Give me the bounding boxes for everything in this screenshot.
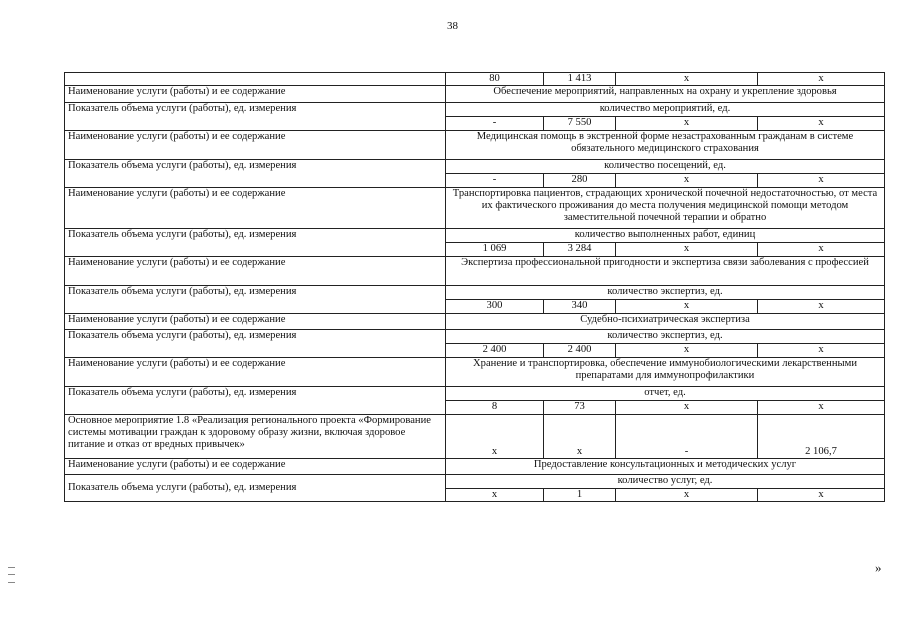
value-cell: х bbox=[616, 243, 758, 257]
service-name-label: Наименование услуги (работы) и ее содержание bbox=[65, 86, 446, 103]
service-name-label: Наименование услуги (работы) и ее содержание bbox=[65, 257, 446, 286]
service-name-label: Наименование услуги (работы) и ее содержание bbox=[65, 459, 446, 475]
value-cell: 2 106,7 bbox=[758, 415, 885, 459]
volume-indicator-label: Показатель объема услуги (работы), ед. измерения bbox=[65, 387, 446, 415]
value-cell: х bbox=[758, 401, 885, 415]
page-number: 38 bbox=[447, 20, 458, 32]
value-cell: х bbox=[616, 489, 758, 502]
value-cell: 340 bbox=[544, 300, 616, 314]
service-row bbox=[65, 257, 885, 286]
value-cell: 1 069 bbox=[446, 243, 544, 257]
value-cell: 8 bbox=[446, 401, 544, 415]
value-cell: - bbox=[616, 415, 758, 459]
volume-indicator-row bbox=[65, 330, 885, 344]
volume-indicator-row bbox=[65, 103, 885, 117]
margin-scan-mark bbox=[8, 567, 15, 583]
value-cell: х bbox=[758, 117, 885, 131]
unit-description: количество мероприятий, ед. bbox=[446, 103, 885, 117]
service-description: Медицинская помощь в экстренной форме незастрахованным гражданам в системе обязательного медицинского страхования bbox=[446, 131, 885, 160]
empty-label-cell bbox=[65, 73, 446, 86]
value-cell: х bbox=[616, 344, 758, 358]
value-cell: х bbox=[544, 415, 616, 459]
service-description: Экспертиза профессиональной пригодности и экспертиза связи заболевания с профессией bbox=[446, 257, 885, 286]
value-cell: х bbox=[758, 243, 885, 257]
service-row bbox=[65, 131, 885, 160]
service-description: Обеспечение мероприятий, направленных на охрану и укрепление здоровья bbox=[446, 86, 885, 103]
value-cell: х bbox=[758, 344, 885, 358]
value-cell: х bbox=[446, 415, 544, 459]
volume-indicator-row bbox=[65, 229, 885, 243]
value-cell: 2 400 bbox=[544, 344, 616, 358]
value-cell: 3 284 bbox=[544, 243, 616, 257]
value-cell: х bbox=[758, 174, 885, 188]
service-name-label: Наименование услуги (работы) и ее содержание bbox=[65, 188, 446, 229]
value-cell: - bbox=[446, 117, 544, 131]
value-cell: х bbox=[446, 489, 544, 502]
volume-indicator-label: Показатель объема услуги (работы), ед. измерения bbox=[65, 160, 446, 188]
service-row bbox=[65, 86, 885, 103]
value-cell: 80 bbox=[446, 73, 544, 86]
value-cell: х bbox=[758, 489, 885, 502]
value-cell: 1 bbox=[544, 489, 616, 502]
value-cell: 7 550 bbox=[544, 117, 616, 131]
volume-indicator-row bbox=[65, 160, 885, 174]
service-description: Судебно-психиатрическая экспертиза bbox=[446, 314, 885, 330]
value-cell: 73 bbox=[544, 401, 616, 415]
value-cell: х bbox=[616, 73, 758, 86]
service-row bbox=[65, 358, 885, 387]
volume-indicator-label: Показатель объема услуги (работы), ед. измерения bbox=[65, 286, 446, 314]
unit-description: количество выполненных работ, единиц bbox=[446, 229, 885, 243]
value-cell: 2 400 bbox=[446, 344, 544, 358]
volume-indicator-label: Показатель объема услуги (работы), ед. измерения bbox=[65, 229, 446, 257]
volume-indicator-row bbox=[65, 475, 885, 489]
value-cell: х bbox=[758, 73, 885, 86]
unit-description: количество экспертиз, ед. bbox=[446, 330, 885, 344]
unit-description: количество экспертиз, ед. bbox=[446, 286, 885, 300]
unit-description: отчет, ед. bbox=[446, 387, 885, 401]
value-cell: 280 bbox=[544, 174, 616, 188]
values-row bbox=[65, 73, 885, 86]
service-row bbox=[65, 188, 885, 229]
service-description: Предоставление консультационных и методических услуг bbox=[446, 459, 885, 475]
service-description: Транспортировка пациентов, страдающих хронической почечной недостаточностью, от места их фактического проживания до места получения медицинской помощи методом заместительной почечной терапии и обратно bbox=[446, 188, 885, 229]
value-cell: 300 bbox=[446, 300, 544, 314]
main-measure-row bbox=[65, 415, 885, 459]
closing-quote: » bbox=[875, 560, 882, 575]
volume-indicator-row bbox=[65, 286, 885, 300]
unit-description: количество услуг, ед. bbox=[446, 475, 885, 489]
service-name-label: Наименование услуги (работы) и ее содержание bbox=[65, 314, 446, 330]
value-cell: - bbox=[446, 174, 544, 188]
volume-indicator-label: Показатель объема услуги (работы), ед. измерения bbox=[65, 103, 446, 131]
volume-indicator-row bbox=[65, 387, 885, 401]
value-cell: х bbox=[616, 300, 758, 314]
value-cell: 1 413 bbox=[544, 73, 616, 86]
service-name-label: Наименование услуги (работы) и ее содержание bbox=[65, 131, 446, 160]
value-cell: х bbox=[758, 300, 885, 314]
service-row bbox=[65, 459, 885, 475]
service-description: Хранение и транспортировка, обеспечение иммунобиологическими лекарственными препаратами для иммунопрофилактики bbox=[446, 358, 885, 387]
main-measure-label: Основное мероприятие 1.8 «Реализация регионального проекта «Формирование системы мотивации граждан к здоровому образу жизни, включая здоровое питание и отказ от вредных привычек» bbox=[65, 415, 446, 459]
service-row bbox=[65, 314, 885, 330]
service-name-label: Наименование услуги (работы) и ее содержание bbox=[65, 358, 446, 387]
value-cell: х bbox=[616, 117, 758, 131]
value-cell: х bbox=[616, 174, 758, 188]
unit-description: количество посещений, ед. bbox=[446, 160, 885, 174]
value-cell: х bbox=[616, 401, 758, 415]
volume-indicator-label: Показатель объема услуги (работы), ед. измерения bbox=[65, 330, 446, 358]
services-table bbox=[64, 72, 885, 502]
volume-indicator-label: Показатель объема услуги (работы), ед. измерения bbox=[65, 475, 446, 502]
